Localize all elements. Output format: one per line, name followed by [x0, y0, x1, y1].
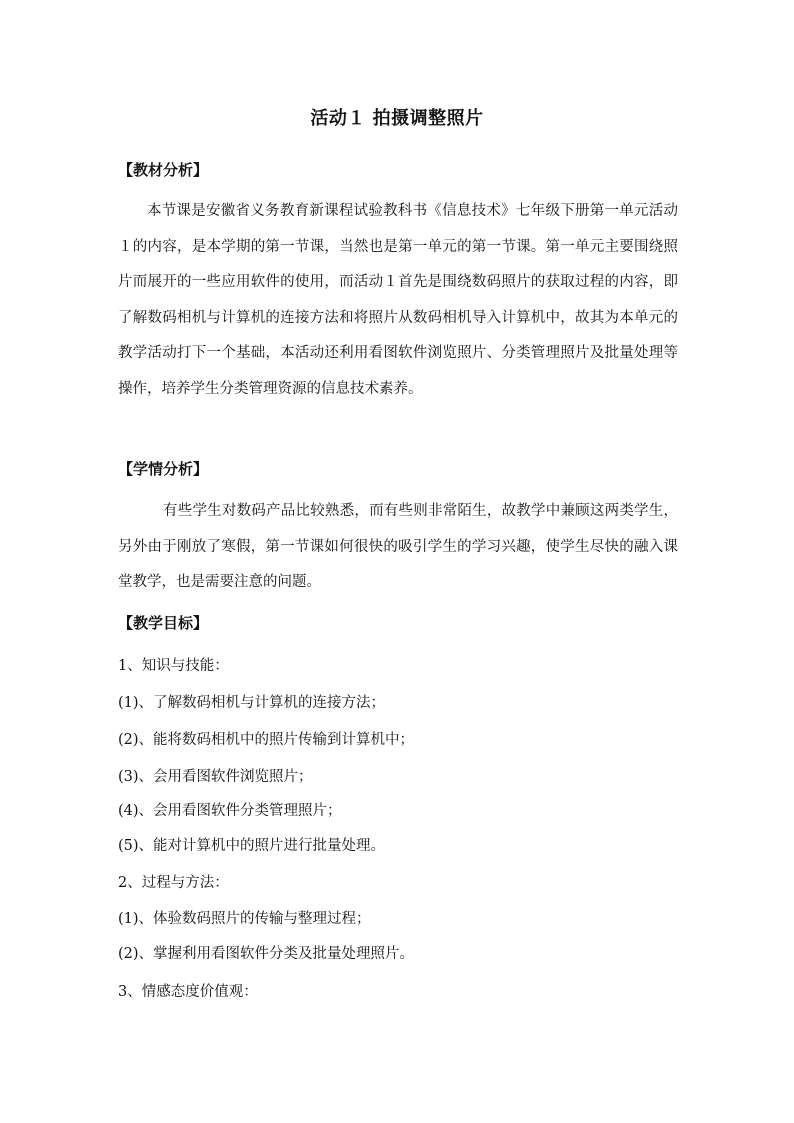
document-title: 活动１ 拍摄调整照片	[310, 108, 484, 129]
objective-line: 3、情感态度价值观：	[118, 984, 258, 1000]
section-heading-textbook-analysis: 【教材分析】	[118, 161, 209, 179]
objective-line: 1、知识与技能：	[118, 658, 229, 674]
section-paragraph-textbook-analysis: 本节课是安徽省义务教育新课程试验教科书《信息技术》七年级下册第一单元活动１的内容，是本学期的第一节课，当然也是第一单元的第一节课。第一单元主要围绕照片而展开的一些应用软件的使用，而活动１首先是围绕数码照片的获取过程的内容，即了解数码相机与计算机的连接方法和将照片从数码相机导入计算机中，故其为本单元的教学活动打下一个基础，本活动还利用看图软件浏览照片、分类管理照片及批量处理等操作，培养学生分类管理资源的信息技术素养。	[118, 203, 678, 397]
section-heading-teaching-objectives: 【教学目标】	[118, 614, 209, 632]
objective-line: (2)、能将数码相机中的照片传输到计算机中；	[118, 732, 415, 748]
objective-line: (3)、会用看图软件浏览照片；	[118, 769, 313, 785]
section-heading-student-analysis: 【学情分析】	[118, 460, 209, 478]
section-paragraph-student-analysis: 有些学生对数码产品比较熟悉，而有些则非常陌生，故教学中兼顾这两类学生，另外由于刚放了寒假，第一节课如何很快的吸引学生的学习兴趣，使学生尽快的融入课堂教学，也是需要注意的问题。	[118, 503, 678, 590]
objective-line: (2)、掌握利用看图软件分类及批量处理照片。	[118, 946, 415, 962]
objective-line: (4)、会用看图软件分类管理照片；	[118, 803, 342, 819]
objective-line: (1)、体验数码照片的传输与整理过程；	[118, 911, 371, 927]
objective-line: (1)、了解数码相机与计算机的连接方法；	[118, 695, 386, 711]
objective-line: 2、过程与方法：	[118, 875, 229, 891]
objective-line: (5)、能对计算机中的照片进行批量处理。	[118, 838, 386, 854]
